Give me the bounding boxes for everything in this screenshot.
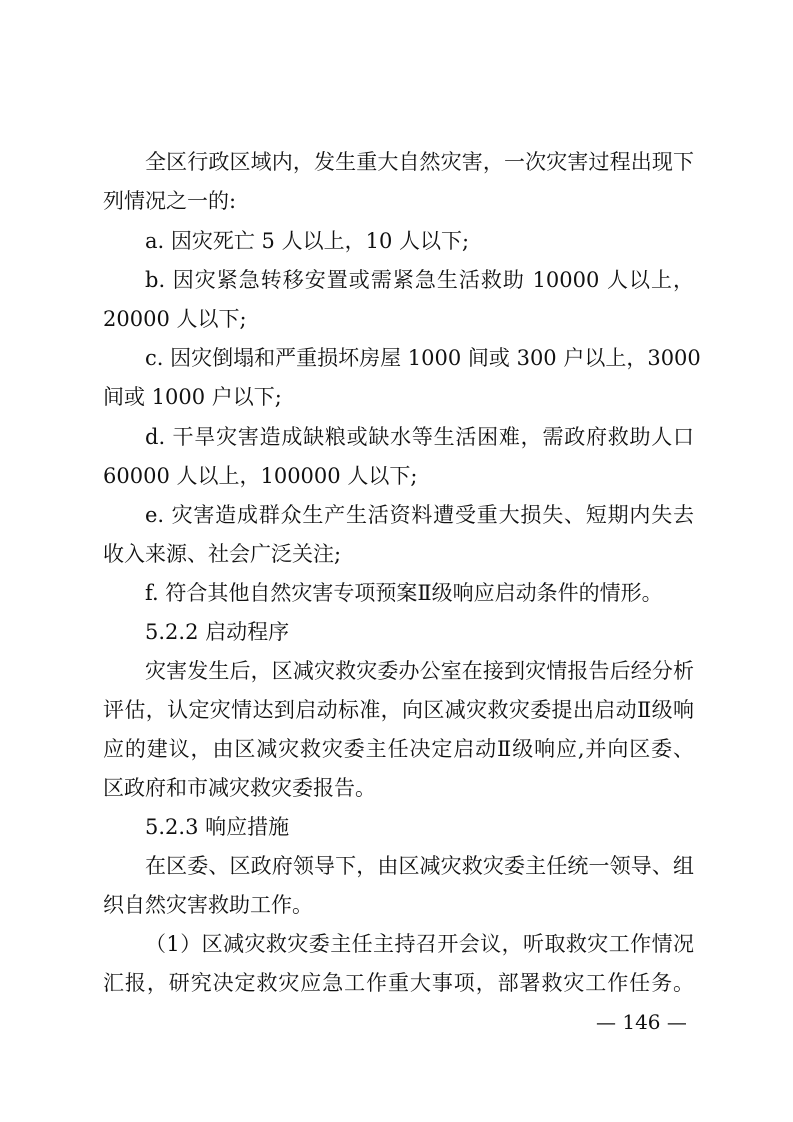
paragraph-line: 评估，认定灾情达到启动标准，向区减灾救灾委提出启动Ⅱ级响 <box>103 698 694 722</box>
list-item-b-continued: 20000 人以下; <box>103 307 247 331</box>
list-item-e-continued: 收入来源、社会广泛关注; <box>103 542 342 566</box>
list-item-d-continued: 60000 人以上，100000 人以下; <box>103 464 418 488</box>
paragraph-line: 列情况之一的: <box>103 189 237 213</box>
numbered-item-1-continued: 汇报，研究决定救灾应急工作重大事项，部署救灾工作任务。 <box>103 971 694 995</box>
paragraph-line: 全区行政区域内，发生重大自然灾害，一次灾害过程出现下 <box>145 150 694 174</box>
list-item-c: c. 因灾倒塌和严重损坏房屋 1000 间或 300 户以上，3000 <box>145 346 701 370</box>
list-item-d: d. 干旱灾害造成缺粮或缺水等生活困难，需政府救助人口 <box>145 425 694 449</box>
paragraph-line: 织自然灾害救助工作。 <box>103 893 313 917</box>
section-heading-5-2-2: 5.2.2 启动程序 <box>145 620 290 644</box>
numbered-item-1: （1）区减灾救灾委主任主持召开会议，听取救灾工作情况 <box>145 932 694 956</box>
section-heading-5-2-3: 5.2.3 响应措施 <box>145 815 290 839</box>
paragraph-line: 在区委、区政府领导下，由区减灾救灾委主任统一领导、组 <box>145 854 694 878</box>
paragraph-line: 灾害发生后，区减灾救灾委办公室在接到灾情报告后经分析 <box>145 659 694 683</box>
list-item-e: e. 灾害造成群众生产生活资料遭受重大损失、短期内失去 <box>145 503 694 527</box>
list-item-b: b. 因灾紧急转移安置或需紧急生活救助 10000 人以上， <box>145 268 694 292</box>
list-item-a: a. 因灾死亡 5 人以上，10 人以下; <box>145 229 470 253</box>
paragraph-line: 应的建议，由区减灾救灾委主任决定启动Ⅱ级响应,并向区委、 <box>103 737 694 761</box>
list-item-c-continued: 间或 1000 户以下; <box>103 385 282 409</box>
paragraph-line: 区政府和市减灾救灾委报告。 <box>103 776 376 800</box>
list-item-f: f. 符合其他自然灾害专项预案Ⅱ级响应启动条件的情形。 <box>145 581 663 605</box>
page-number: — 146 — <box>596 1010 687 1034</box>
